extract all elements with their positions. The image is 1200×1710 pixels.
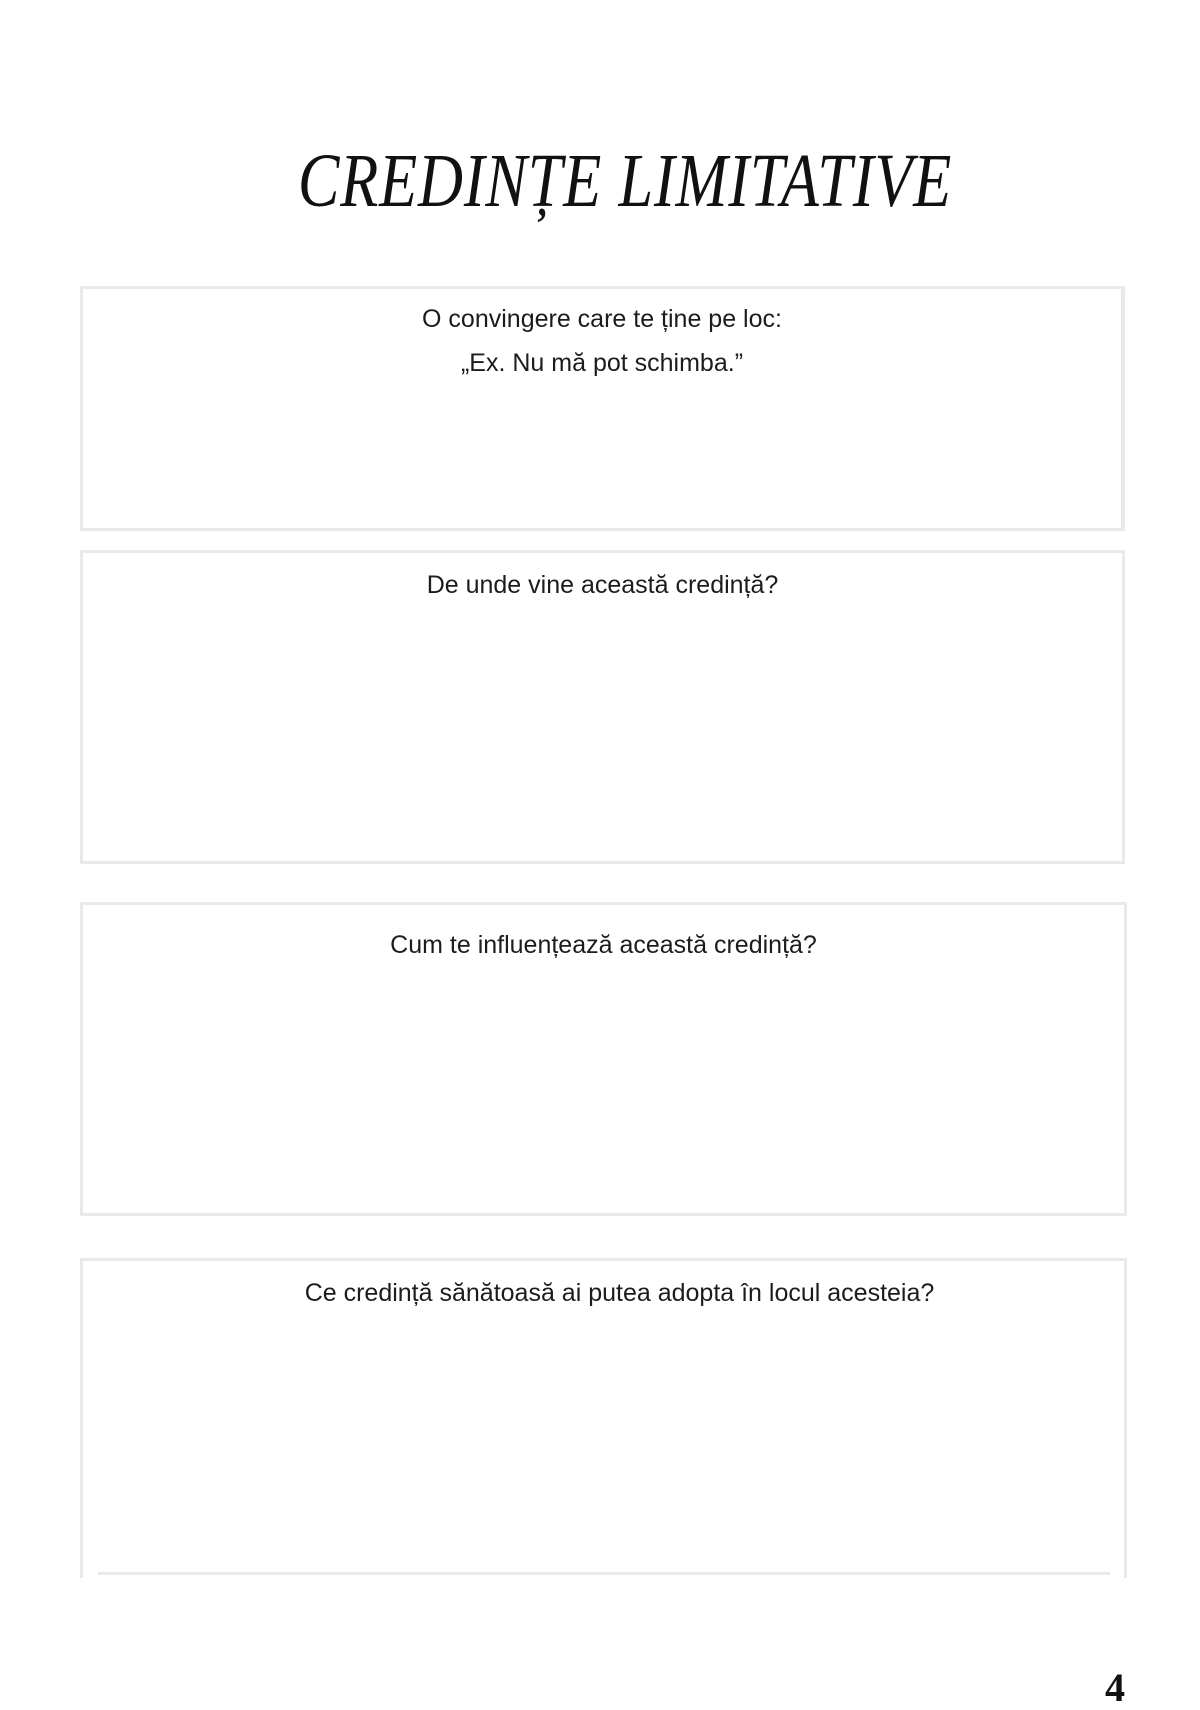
origin-answer-box[interactable]	[80, 550, 1125, 864]
belief-example-line: „Ex. Nu mă pot schimba.”	[460, 349, 744, 377]
page-number: 4	[1105, 1665, 1125, 1710]
page-title: CREDINȚE LIMITATIVE	[297, 138, 953, 223]
influence-answer-box[interactable]	[80, 902, 1127, 1216]
origin-prompt: De unde vine această credință?	[426, 571, 779, 599]
healthy-belief-prompt: Ce credință sănătoasă ai putea adopta în locul acesteia?	[304, 1279, 935, 1307]
healthy-belief-answer-box[interactable]	[80, 1258, 1127, 1578]
belief-prompt	[83, 297, 1121, 385]
influence-prompt: Cum te influențează această credință?	[390, 931, 817, 959]
box-bottom-divider	[98, 1572, 1110, 1575]
belief-answer-box[interactable]	[80, 286, 1125, 531]
belief-prompt-line: O convingere care te ține pe loc:	[422, 305, 782, 333]
